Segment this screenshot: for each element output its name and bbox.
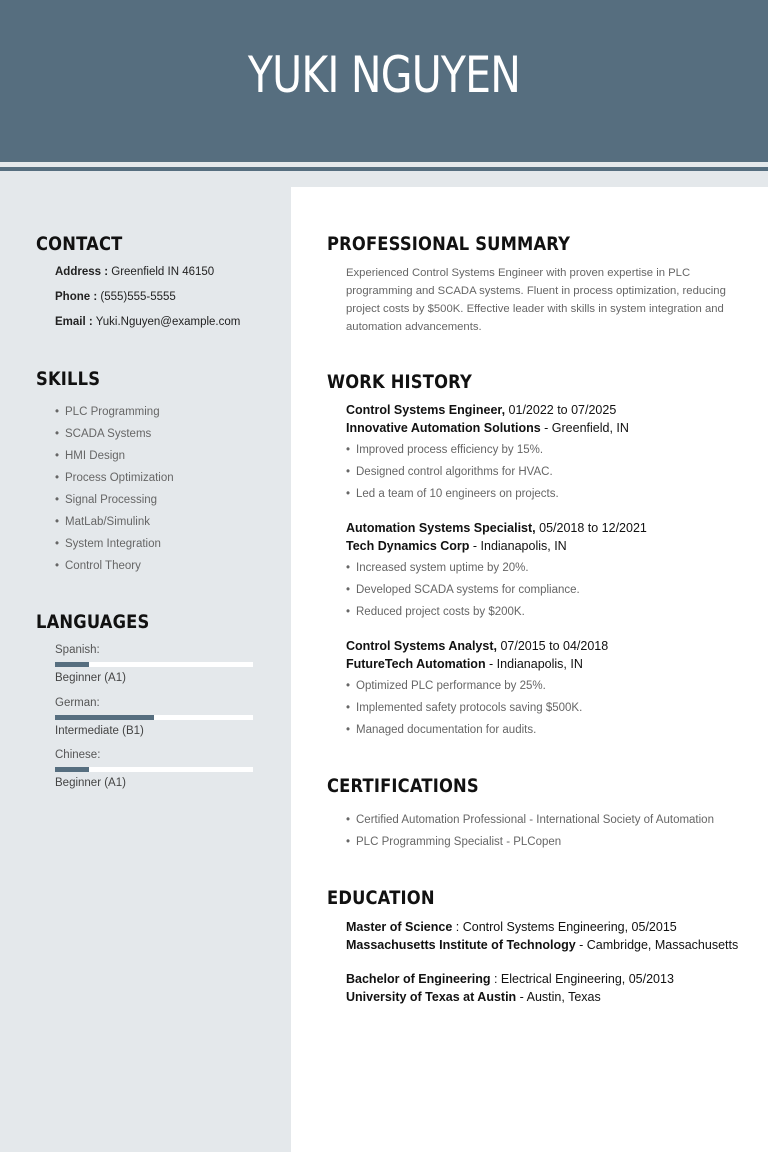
job-bullets <box>346 557 580 623</box>
header-divider <box>0 167 768 171</box>
education-degree: Bachelor of Engineering <box>346 972 491 986</box>
job-bullet: • Developed SCADA systems for compliance. <box>346 579 580 601</box>
job-title-line <box>346 639 608 653</box>
language-level: Beginner (A1) <box>55 672 126 684</box>
job-bullet: • Implemented safety protocols saving $500K. <box>346 697 582 719</box>
certification-item: • PLC Programming Specialist - PLCopen <box>346 831 714 853</box>
job-company: FutureTech Automation <box>346 657 486 671</box>
job-bullet: • Improved process efficiency by 15%. <box>346 439 559 461</box>
skills-heading: SKILLS <box>36 368 101 390</box>
skill-item: • MatLab/Simulink <box>55 511 174 533</box>
summary-text: Experienced Control Systems Engineer with proven expertise in PLC programming and SCADA systems. Fluent in process optimization, reducing project costs by $500K. Effective leader with skills in system integration and automation advancements. <box>346 267 726 333</box>
contact-address <box>55 266 214 278</box>
education-school-line <box>346 990 601 1004</box>
language-proficiency-fill <box>55 715 154 720</box>
job-company-line <box>346 539 567 553</box>
skills-list <box>55 401 174 577</box>
job-company-line <box>346 421 629 435</box>
education-location: - Austin, Texas <box>516 990 601 1004</box>
job-dates: 05/2018 to 12/2021 <box>535 521 647 535</box>
job-company: Tech Dynamics Corp <box>346 539 470 553</box>
education-school: University of Texas at Austin <box>346 990 517 1004</box>
job-company-line <box>346 657 583 671</box>
address-label: Address : <box>55 266 109 278</box>
certification-item: • Certified Automation Professional - International Society of Automation <box>346 809 714 831</box>
language-proficiency-bar <box>55 715 253 720</box>
job-location: - Greenfield, IN <box>540 421 629 435</box>
job-bullet: • Reduced project costs by $200K. <box>346 601 580 623</box>
education-school: Massachusetts Institute of Technology <box>346 938 576 952</box>
skill-item: • Control Theory <box>55 555 174 577</box>
job-bullet: • Optimized PLC performance by 25%. <box>346 675 582 697</box>
candidate-name: YUKI NGUYEN <box>247 46 521 104</box>
email-value: Yuki.Nguyen@example.com <box>95 316 241 328</box>
phone-value: (555)555-5555 <box>100 291 176 303</box>
job-role: Control Systems Engineer, <box>346 403 506 417</box>
job-bullets <box>346 439 559 505</box>
language-level: Beginner (A1) <box>55 777 126 789</box>
job-bullet: • Increased system uptime by 20%. <box>346 557 580 579</box>
education-heading: EDUCATION <box>327 887 435 909</box>
address-value: Greenfield IN 46150 <box>111 266 215 278</box>
education-degree: Master of Science <box>346 920 453 934</box>
job-role: Control Systems Analyst, <box>346 639 497 653</box>
job-role: Automation Systems Specialist, <box>346 521 536 535</box>
education-degree-line <box>346 920 677 934</box>
job-bullet: • Managed documentation for audits. <box>346 719 582 741</box>
job-company: Innovative Automation Solutions <box>346 421 541 435</box>
skill-item: • SCADA Systems <box>55 423 174 445</box>
language-name: Chinese: <box>55 749 101 761</box>
job-location: - Indianapolis, IN <box>469 539 567 553</box>
skill-item: • PLC Programming <box>55 401 174 423</box>
email-label: Email : <box>55 316 93 328</box>
education-degree-line <box>346 972 674 986</box>
language-proficiency-fill <box>55 662 89 667</box>
phone-label: Phone : <box>55 291 98 303</box>
education-field: : Control Systems Engineering, 05/2015 <box>452 920 677 934</box>
language-name: German: <box>55 697 100 709</box>
header-banner <box>0 0 768 162</box>
skill-item: • Signal Processing <box>55 489 174 511</box>
language-proficiency-bar <box>55 767 253 772</box>
job-bullets <box>346 675 582 741</box>
education-field: : Electrical Engineering, 05/2013 <box>490 972 674 986</box>
job-location: - Indianapolis, IN <box>485 657 583 671</box>
job-bullet: • Designed control algorithms for HVAC. <box>346 461 559 483</box>
contact-heading: CONTACT <box>36 233 123 255</box>
job-title-line <box>346 403 616 417</box>
summary-heading: PROFESSIONAL SUMMARY <box>327 233 571 255</box>
skill-item: • Process Optimization <box>55 467 174 489</box>
language-proficiency-fill <box>55 767 89 772</box>
certifications-heading: CERTIFICATIONS <box>327 775 479 797</box>
languages-heading: LANGUAGES <box>36 611 150 633</box>
job-bullet: • Led a team of 10 engineers on projects. <box>346 483 559 505</box>
language-name: Spanish: <box>55 644 100 656</box>
contact-email <box>55 316 240 328</box>
certifications-list <box>346 809 714 853</box>
education-school-line <box>346 938 738 952</box>
language-level: Intermediate (B1) <box>55 725 144 737</box>
skill-item: • System Integration <box>55 533 174 555</box>
contact-phone <box>55 291 176 303</box>
work-history-heading: WORK HISTORY <box>327 371 473 393</box>
job-dates: 07/2015 to 04/2018 <box>496 639 609 653</box>
skill-item: • HMI Design <box>55 445 174 467</box>
job-title-line <box>346 521 647 535</box>
language-proficiency-bar <box>55 662 253 667</box>
sidebar <box>0 187 291 1152</box>
education-location: - Cambridge, Massachusetts <box>575 938 739 952</box>
job-dates: 01/2022 to 07/2025 <box>505 403 617 417</box>
